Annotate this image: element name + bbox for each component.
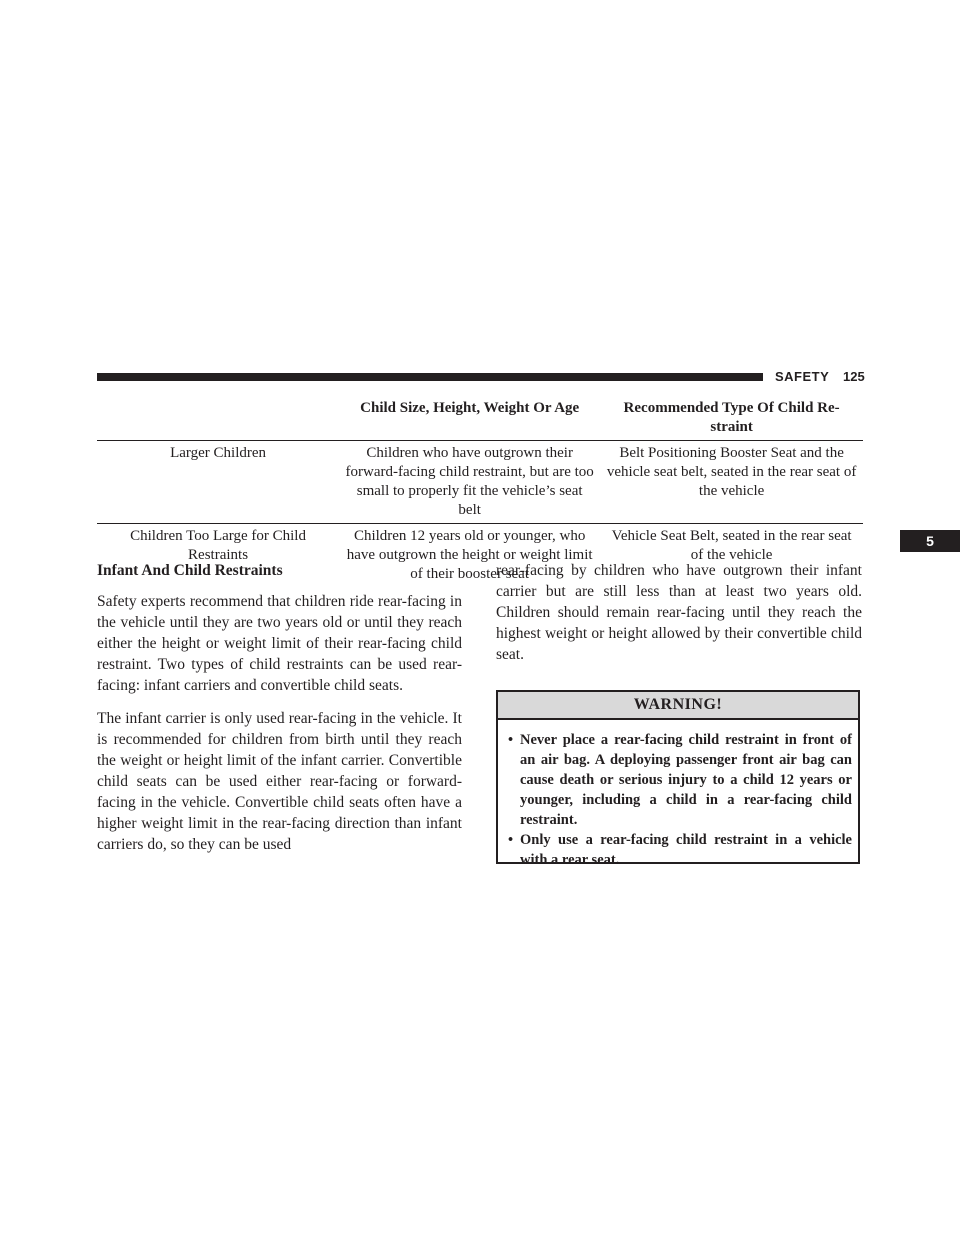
article-heading: Infant And Child Restraints xyxy=(97,562,283,579)
section-tab: 5 xyxy=(900,530,960,552)
table-cell: Belt Positioning Booster Seat and the vehicle seat belt, seated in the rear seat of the vehicle xyxy=(606,445,857,499)
table-header-cell: Child Size, Height, Weight Or Age xyxy=(360,400,580,416)
table-header-row xyxy=(97,396,863,441)
warning-item-text: Only use a rear-facing child restraint in a vehicle with a rear seat. xyxy=(520,832,852,868)
table-header-cell xyxy=(97,396,339,441)
bullet-icon: • xyxy=(508,832,514,848)
left-column xyxy=(97,560,462,855)
page-number: 125 xyxy=(843,369,865,384)
warning-title: WARNING! xyxy=(498,692,858,720)
table-cell: Larger Children xyxy=(170,445,267,461)
table-cell: Children who have outgrown their forward-facing child restraint, but are too small to properly fit the vehicle’s seat belt xyxy=(345,445,594,518)
table-cell: Children Too Large for Child Restraints xyxy=(130,528,306,563)
article-paragraph-1: Safety experts recommend that children ride rear-facing in the vehicle until they are two years old or until they reach either the height or weight limit of their rear-facing child restraint. Two types of child restraints can be used rear-facing: infant carriers and convertible child seats. xyxy=(97,593,462,694)
article-paragraph-2-end: rear-facing by children who have outgrown their infant carrier but are still less than at least two years old. Children should remain rear-facing until they reach the highest weight or height allowed by their convertible child seat. xyxy=(496,562,862,663)
section-title: SAFETY xyxy=(775,369,830,384)
table-cell: Children 12 years old or younger, who have outgrown the height or weight limit of their booster seat xyxy=(346,528,593,582)
header-rule xyxy=(97,373,763,381)
article-paragraph-2-start: The infant carrier is only used rear-facing in the vehicle. It is recommended for children from birth until they reach the weight or height limit of the infant carrier. Convertible child seats can be used either rear-facing or forward-facing in the vehicle. Convertible child seats often have a higher weight limit in the rear-facing direction than infant carriers do, so they can be used xyxy=(97,710,462,853)
bullet-icon: • xyxy=(508,732,514,748)
warning-box xyxy=(496,690,860,868)
table-header-cell: Recommended Type Of Child Re-straint xyxy=(623,400,840,435)
child-restraint-table xyxy=(97,396,863,587)
warning-item-text: Never place a rear-facing child restraint in front of an air bag. A deploying passenger front air bag can cause death or serious injury to a child 12 years or younger, including a child in a rear-facing child restraint. xyxy=(520,732,852,828)
table-row xyxy=(97,441,863,524)
warning-item xyxy=(508,730,852,830)
warning-item xyxy=(508,830,852,870)
warning-list xyxy=(508,730,852,870)
table-cell: Vehicle Seat Belt, seated in the rear seat of the vehicle xyxy=(611,528,852,563)
right-column xyxy=(496,560,862,665)
